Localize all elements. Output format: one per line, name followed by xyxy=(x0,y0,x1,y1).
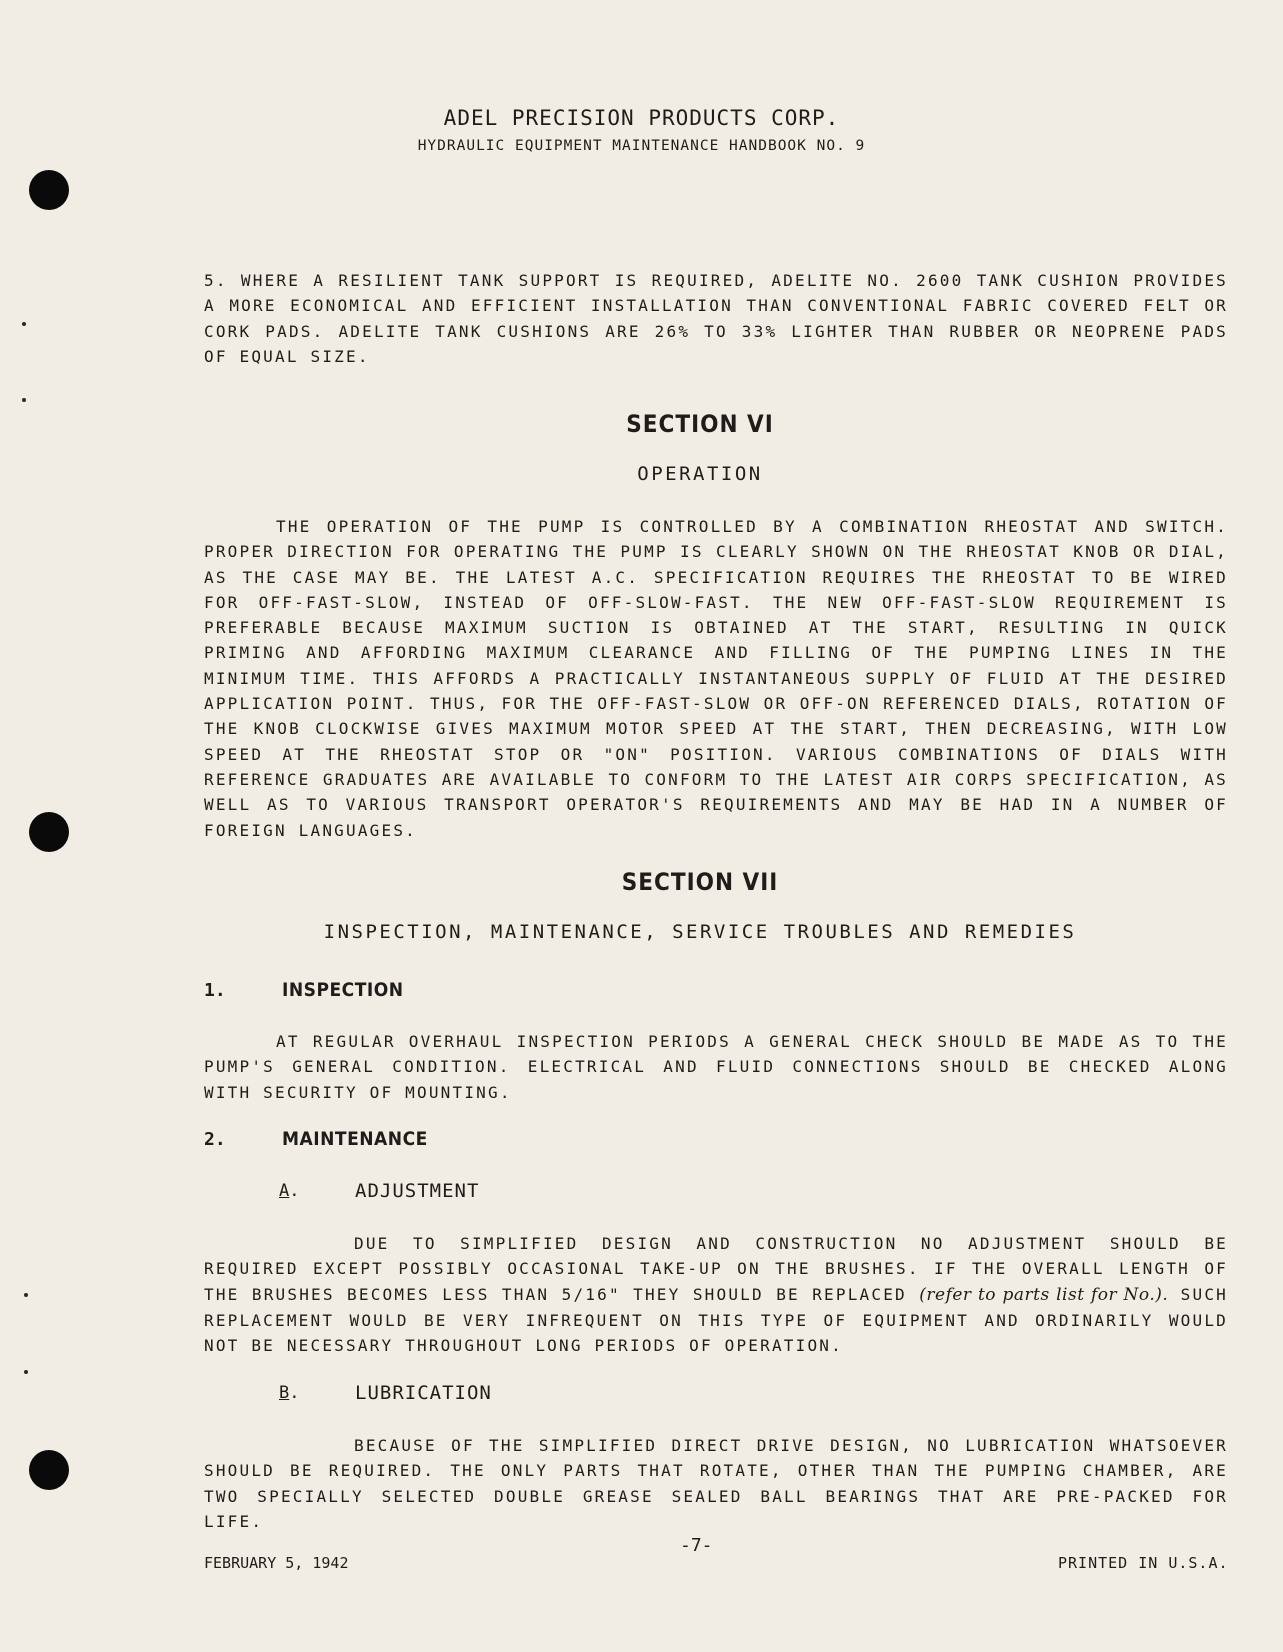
inspection-heading: INSPECTION xyxy=(282,979,404,1001)
handbook-title: HYDRAULIC EQUIPMENT MAINTENANCE HANDBOOK NO. 9 xyxy=(417,138,866,154)
lubrication-letter: B. xyxy=(279,1383,300,1403)
adjustment-paragraph xyxy=(204,1231,1228,1358)
lubrication-paragraph: BECAUSE OF THE SIMPLIFIED DIRECT DRIVE DESIGN, NO LUBRICATION WHATSOEVER SHOULD BE REQUIRED. THE ONLY PARTS THAT ROTATE, OTHER THAN THE PUMPING CHAMBER, ARE TWO SPECIALLY SELECTED DOUBLE GREASE SEALED BALL BEARINGS THAT ARE PRE-PACKED FOR LIFE. xyxy=(204,1436,1228,1531)
lubrication-letter-text: B xyxy=(279,1383,290,1403)
inspection-number: 1. xyxy=(204,980,226,1001)
operation-paragraph: THE OPERATION OF THE PUMP IS CONTROLLED BY A COMBINATION RHEOSTAT AND SWITCH. PROPER DIRECTION FOR OPERATING THE PUMP IS CLEARLY SHOWN ON THE RHEOSTAT KNOB OR DIAL, AS THE CASE MAY BE. THE LATEST A.C. SPECIFICATION REQUIRES THE RHEOSTAT TO BE WIRED FOR OFF-FAST-SLOW, INSTEAD OF OFF-SLOW-FAST. THE NEW OFF-FAST-SLOW REQUIREMENT IS PREFERABLE BECAUSE MAXIMUM SUCTION IS OBTAINED AT THE START, RESULTING IN QUICK PRIMING AND AFFORDING MAXIMUM CLEARANCE AND FILLING OF THE PUMPING LINES IN THE MINIMUM TIME. THIS AFFORDS A PRACTICALLY INSTANTANEOUS SUPPLY OF FLUID AT THE DESIRED APPLICATION POINT. THUS, FOR THE OFF-FAST-SLOW OR OFF-ON REFERENCED DIALS, ROTATION OF THE KNOB CLOCKWISE GIVES MAXIMUM MOTOR SPEED AT THE START, THEN DECREASING, WITH LOW SPEED AT THE RHEOSTAT STOP OR "ON" POSITION. VARIOUS COMBINATIONS OF DIALS WITH REFERENCE GRADUATES ARE AVAILABLE TO CONFORM TO THE LATEST AIR CORPS SPECIFICATION, AS WELL AS TO VARIOUS TRANSPORT OPERATOR'S REQUIREMENTS AND MAY BE HAD IN A NUMBER OF FOREIGN LANGUAGES. xyxy=(204,517,1228,840)
section-6-subtitle: OPERATION xyxy=(637,463,763,485)
binder-hole-top xyxy=(29,170,69,210)
maintenance-heading: MAINTENANCE xyxy=(282,1128,428,1150)
section-7-title: SECTION VII xyxy=(621,868,779,896)
footer-date: FEBRUARY 5, 1942 xyxy=(204,1554,349,1572)
adjustment-text-end: SUCH REPLACEMENT WOULD BE VERY INFREQUENT ON THIS TYPE OF EQUIPMENT AND ORDINARILY WOULD NOT BE NECESSARY THROUGHOUT LONG PERIODS OF OPERATION. xyxy=(204,1284,1229,1356)
paper-speck xyxy=(24,1370,28,1374)
page-number: -7- xyxy=(680,1535,713,1556)
paper-speck xyxy=(24,1293,28,1297)
binder-hole-bottom xyxy=(29,1450,69,1490)
item-5-paragraph: 5. WHERE A RESILIENT TANK SUPPORT IS REQUIRED, ADELITE NO. 2600 TANK CUSHION PROVIDES A MORE ECONOMICAL AND EFFICIENT INSTALLATION THAN CONVENTIONAL FABRIC COVERED FELT OR CORK PADS. ADELITE TANK CUSHIONS ARE 26% TO 33% LIGHTER THAN RUBBER OR NEOPRENE PADS OF EQUAL SIZE. xyxy=(204,271,1228,366)
adjustment-letter-text: A xyxy=(279,1181,290,1201)
adjustment-text-start: DUE TO SIMPLIFIED DESIGN AND CONSTRUCTION NO ADJUSTMENT SHOULD BE REQUIRED EXCEPT POSSIBLY OCCASIONAL TAKE-UP ON THE BRUSHES. IF THE OVERALL LENGTH OF THE BRUSHES BECOMES LESS THAN 5/16" THEY SHOULD BE REPLACED xyxy=(204,1234,1228,1304)
section-7-subtitle: INSPECTION, MAINTENANCE, SERVICE TROUBLES AND REMEDIES xyxy=(323,921,1077,943)
company-name: ADEL PRECISION PRODUCTS CORP. xyxy=(443,106,840,130)
adjustment-letter: A. xyxy=(279,1181,300,1201)
lubrication-heading: LUBRICATION xyxy=(355,1382,492,1404)
inspection-paragraph: AT REGULAR OVERHAUL INSPECTION PERIODS A GENERAL CHECK SHOULD BE MADE AS TO THE PUMP'S GENERAL CONDITION. ELECTRICAL AND FLUID CONNECTIONS SHOULD BE CHECKED ALONG WITH SECURITY OF MOUNTING. xyxy=(204,1032,1228,1102)
paper-speck xyxy=(22,398,26,402)
binder-hole-middle xyxy=(29,812,69,852)
paper-speck xyxy=(22,322,26,326)
adjustment-parts-list-note: (refer to parts list for No.). xyxy=(919,1284,1169,1305)
footer-printed: PRINTED IN U.S.A. xyxy=(1058,1554,1229,1572)
maintenance-number: 2. xyxy=(204,1129,226,1150)
section-6-title: SECTION VI xyxy=(626,410,774,438)
adjustment-heading: ADJUSTMENT xyxy=(355,1180,480,1202)
